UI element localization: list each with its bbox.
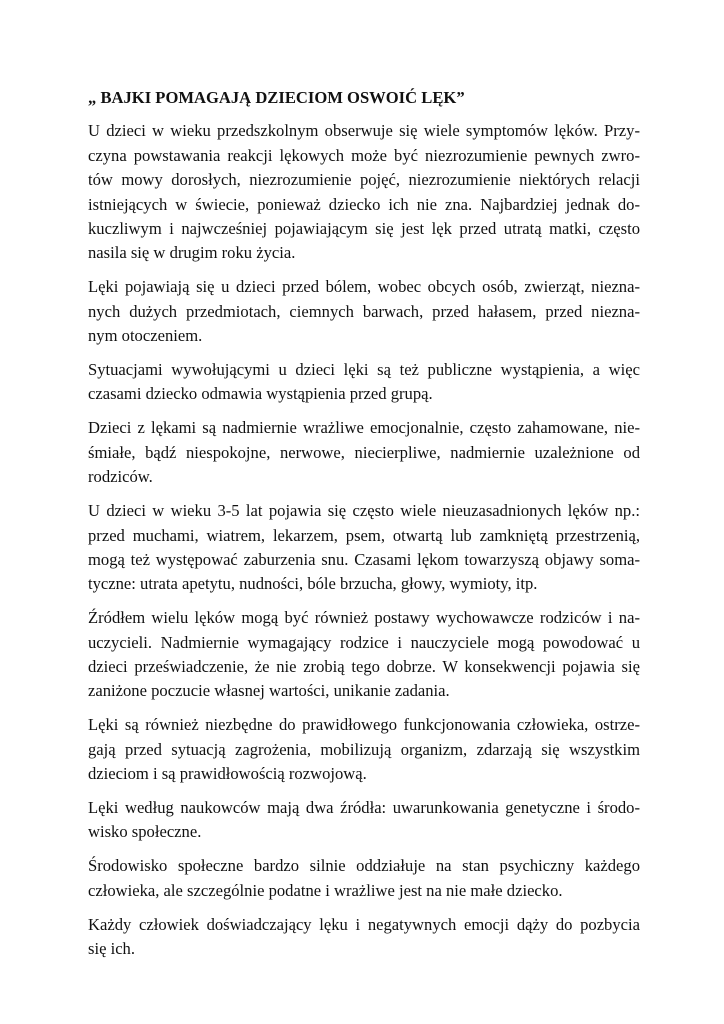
- paragraph-line: tów mowy dorosłych, niezrozumienie pojęć, niezrozumienie niektórych relacji: [88, 170, 640, 190]
- paragraph-line: nasila się w drugim roku życia.: [88, 243, 296, 263]
- paragraph: [88, 606, 640, 704]
- paragraph-line: Sytuacjami wywołującymi u dzieci lęki są też publiczne wystąpienia, a więc: [88, 360, 640, 380]
- paragraph-line: się ich.: [88, 939, 136, 959]
- paragraph-line: Lęki według naukowców mają dwa źródła: uwarunkowania genetyczne i środo-: [88, 798, 640, 818]
- paragraph: [88, 499, 640, 597]
- paragraph-line: nych dużych przedmiotach, ciemnych barwach, przed hałasem, przed niezna-: [88, 301, 640, 321]
- paragraph-line: człowieka, ale szczególnie podatne i wrażliwe jest na nie małe dziecko.: [88, 880, 563, 900]
- paragraph: [88, 358, 640, 407]
- paragraph: [88, 275, 640, 348]
- paragraph: [88, 713, 640, 786]
- paragraph-line: istniejących w świecie, ponieważ dziecko ich nie zna. Najbardziej jednak do-: [88, 194, 640, 214]
- paragraph-line: czasami dziecko odmawia wystąpienia przed grupą.: [88, 384, 433, 404]
- paragraph-line: Środowisko społeczne bardzo silnie oddziałuje na stan psychiczny każdego: [88, 856, 640, 876]
- paragraph-line: Lęki są również niezbędne do prawidłowego funkcjonowania człowieka, ostrze-: [88, 715, 640, 735]
- paragraph-line: tyczne: utrata apetytu, nudności, bóle brzucha, głowy, wymioty, itp.: [88, 574, 538, 594]
- document-page: [88, 86, 640, 971]
- paragraph-line: U dzieci w wieku 3-5 lat pojawia się często wiele nieuzasadnionych lęków np.:: [88, 501, 640, 521]
- paragraph-line: zaniżone poczucie własnej wartości, unikanie zadania.: [88, 681, 450, 701]
- paragraph-line: U dzieci w wieku przedszkolnym obserwuje się wiele symptomów lęków. Przy-: [88, 121, 640, 141]
- paragraph-line: przed muchami, wiatrem, lekarzem, psem, otwartą lub zamkniętą przestrzenią,: [88, 525, 640, 545]
- document-title: „ BAJKI POMAGAJĄ DZIECIOM OSWOIĆ LĘK”: [88, 88, 465, 107]
- paragraph: [88, 416, 640, 489]
- paragraph-line: rodziców.: [88, 467, 153, 487]
- paragraph: [88, 119, 640, 265]
- paragraph: [88, 913, 640, 962]
- paragraph-line: kuczliwym i najwcześniej pojawiającym się jest lęk przed utratą matki, często: [88, 219, 640, 239]
- paragraph-line: gają przed sytuacją zagrożenia, mobilizują organizm, zdarzają się wszystkim: [88, 739, 640, 759]
- paragraph-line: wisko społeczne.: [88, 822, 202, 842]
- paragraph-line: dzieci przeświadczenie, że nie zrobią tego dobrze. W konsekwencji pojawia się: [88, 657, 640, 677]
- paragraph-line: Dzieci z lękami są nadmiernie wrażliwe emocjonalnie, często zahamowane, nie-: [88, 418, 640, 438]
- paragraph-line: uczycieli. Nadmiernie wymagający rodzice i nauczyciele mogą powodować u: [88, 632, 640, 652]
- paragraph: [88, 854, 640, 903]
- paragraph-line: dzieciom i są prawidłowością rozwojową.: [88, 764, 367, 784]
- paragraph-line: Źródłem wielu lęków mogą być również postawy wychowawcze rodziców i na-: [88, 608, 640, 628]
- paragraph-line: nym otoczeniem.: [88, 326, 203, 346]
- paragraph: [88, 796, 640, 845]
- paragraph-line: śmiałe, bądź niespokojne, nerwowe, niecierpliwe, nadmiernie uzależnione od: [88, 442, 640, 462]
- paragraph-line: czyna powstawania reakcji lękowych może być niezrozumienie pewnych zwro-: [88, 145, 640, 165]
- paragraph-line: Każdy człowiek doświadczający lęku i negatywnych emocji dąży do pozbycia: [88, 914, 640, 934]
- paragraph-line: Lęki pojawiają się u dzieci przed bólem, wobec obcych osób, zwierząt, niezna-: [88, 277, 640, 297]
- paragraph-line: mogą też występować zaburzenia snu. Czasami lękom towarzyszą objawy soma-: [88, 549, 640, 569]
